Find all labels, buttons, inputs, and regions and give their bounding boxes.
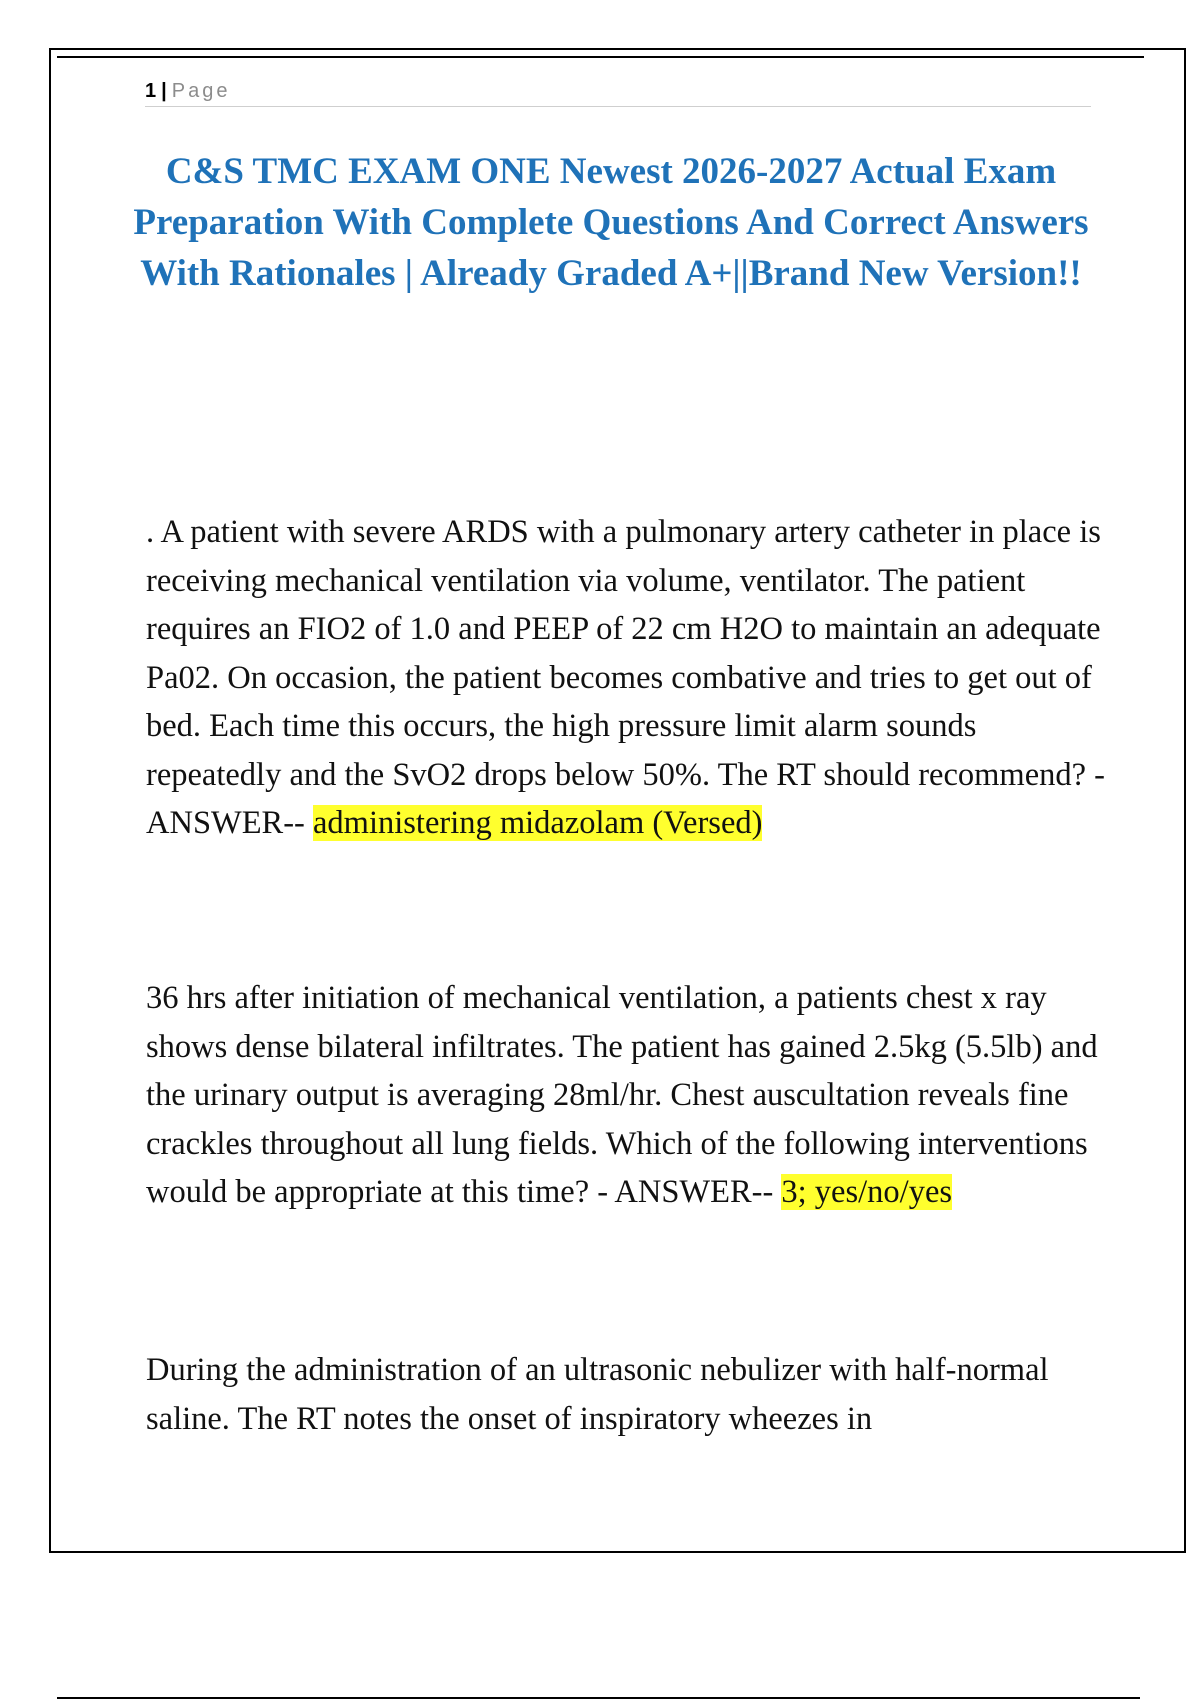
answer-highlight: 3; yes/no/yes: [781, 1174, 953, 1210]
answer-highlight: administering midazolam (Versed): [313, 805, 763, 841]
document-title: C&S TMC EXAM ONE Newest 2026-2027 Actual Exam Preparation With Complete Questions And Correct Answers With Rationales | Already Graded A+||Brand New Version!!: [133, 151, 1089, 294]
next-page-rule: [57, 1697, 1140, 1699]
page-number: 1: [145, 80, 157, 102]
question-text: During the administration of an ultrasonic nebulizer with half-normal saline. The RT notes the onset of inspiratory wheezes in: [146, 1352, 1049, 1437]
question-text: . A patient with severe ARDS with a pulmonary artery catheter in place is receiving mechanical ventilation via volume, ventilator. The patient requires an FIO2 of 1.0 and PEEP of 22 cm H2O to maintain an adequate Pa02. On occasion, the patient becomes combative and tries to get out of bed. Each time this occurs, the high pressure limit alarm sounds repeatedly and the SvO2 drops below 50%. The RT should recommend? - ANSWER--: [146, 514, 1105, 841]
page-label: Page: [171, 80, 231, 102]
question-block-1: [146, 508, 1106, 848]
top-rule: [57, 56, 1144, 58]
question-block-2: [146, 974, 1106, 1217]
page-separator: |: [161, 80, 167, 102]
page-header: [145, 76, 1091, 107]
page-frame: [49, 48, 1186, 1553]
question-block-3: [146, 1346, 1106, 1443]
question-text: 36 hrs after initiation of mechanical ventilation, a patients chest x ray shows dense bilateral infiltrates. The patient has gained 2.5kg (5.5lb) and the urinary output is averaging 28ml/hr. Chest auscultation reveals fine crackles throughout all lung fields. Which of the following interventions would be appropriate at this time? - ANSWER--: [146, 980, 1098, 1210]
